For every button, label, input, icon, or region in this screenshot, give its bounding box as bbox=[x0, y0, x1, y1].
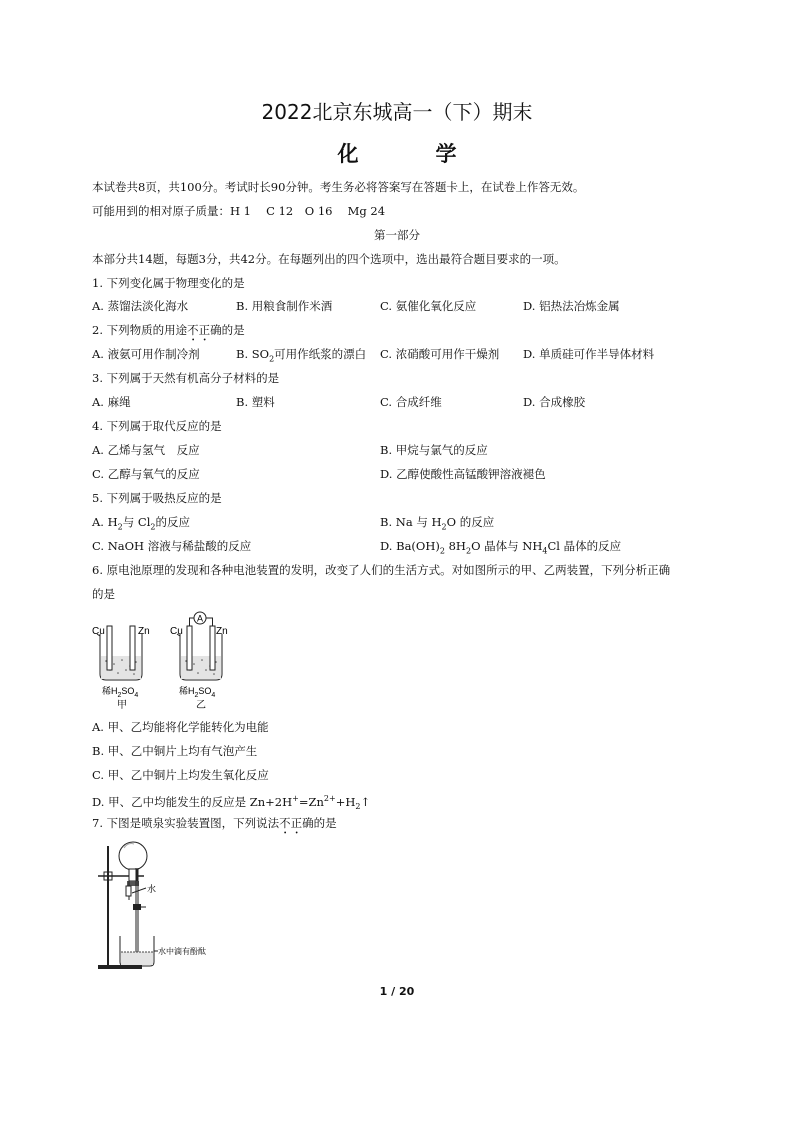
q4-option-d: D. 乙醇使酸性高锰酸钾溶液褪色 bbox=[380, 467, 546, 481]
question-6-stem: 6. 原电池原理的发现和各种电池装置的发明，改变了人们的生活方式。对如图所示的甲、乙两装置，下列分析正确 bbox=[92, 563, 671, 577]
part-description: 本部分共14题，每题3分，共42分。在每题列出的四个选项中，选出最符合题目要求的一项。 bbox=[92, 252, 566, 266]
q2-b-tail: 可用作纸浆的漂白 bbox=[274, 347, 367, 361]
ammeter-label: A bbox=[197, 613, 204, 624]
intro-instructions: 本试卷共8页，共100分。考试时长90分钟。考生务必将答案写在答题卡上，在试卷上作答无效。 bbox=[92, 180, 585, 194]
sol-yi-sub4: 4 bbox=[211, 692, 216, 699]
q1-option-d: D. 铝热法冶炼金属 bbox=[523, 299, 620, 313]
round-flask bbox=[119, 842, 147, 870]
q4-option-c: C. 乙醇与氧气的反应 bbox=[92, 467, 200, 481]
atomic-masses: 可能用到的相对原子质量：H 1 C 12 O 16 Mg 24 bbox=[92, 204, 386, 218]
part-title: 第一部分 bbox=[374, 228, 420, 242]
subject-title: 化 学 bbox=[337, 142, 485, 166]
q2-option-c: C. 浓硝酸可用作干燥剂 bbox=[380, 347, 500, 361]
q4-option-b: B. 甲烷与氯气的反应 bbox=[380, 443, 488, 457]
q5-d-text: D. Ba(OH) bbox=[380, 539, 440, 553]
q7-emphasis: 不正 bbox=[279, 816, 303, 830]
q5-a-tail: 的反应 bbox=[155, 515, 190, 529]
q5-b-text: B. Na 与 H bbox=[380, 515, 442, 529]
fountain-experiment-figure bbox=[94, 838, 244, 972]
label-jia: 甲 bbox=[117, 700, 127, 711]
q6-d-mid: =Zn bbox=[298, 794, 324, 809]
question-2-stem bbox=[92, 323, 245, 344]
zn-electrode-yi bbox=[210, 626, 215, 670]
q6-d-sub: 2 bbox=[355, 802, 361, 812]
q5-option-c: C. NaOH 溶液与稀盐酸的反应 bbox=[92, 539, 252, 553]
question-3-stem: 3. 下列属于天然有机高分子材料的是 bbox=[92, 371, 280, 385]
q5-option-a bbox=[92, 515, 190, 534]
q2-option-d: D. 单质硅可作半导体材料 bbox=[523, 347, 655, 361]
sol-jia-mid: SO bbox=[121, 686, 135, 696]
sol-jia-sub2: 2 bbox=[117, 692, 122, 699]
q6-d-text: D. 甲、乙中均能发生的反应是 Zn+2H bbox=[92, 794, 293, 809]
q6-d-tail: ↑ bbox=[360, 794, 371, 809]
sol-jia-pre: 稀H bbox=[102, 686, 118, 696]
label-cu-jia: Cu bbox=[92, 626, 105, 637]
q1-option-a: A. 蒸馏法淡化海水 bbox=[92, 299, 189, 313]
q5-a-sub2: 2 bbox=[150, 522, 156, 532]
q3-option-c: C. 合成纤维 bbox=[380, 395, 442, 409]
page-number: 1 / 20 bbox=[379, 985, 415, 998]
q3-option-a: A. 麻绳 bbox=[92, 395, 131, 409]
q2-b-sub: 2 bbox=[269, 354, 275, 364]
q1-option-c: C. 氨催化氧化反应 bbox=[380, 299, 477, 313]
q6-d-sup2: 2+ bbox=[323, 794, 336, 803]
label-cu-yi: Cu bbox=[170, 626, 183, 637]
q5-d-tail: Cl 晶体的反应 bbox=[547, 539, 622, 553]
q5-b-tail: O 的反应 bbox=[446, 515, 495, 529]
q5-option-d bbox=[380, 539, 621, 558]
question-6-stem-cont: 的是 bbox=[92, 587, 115, 601]
q6-option-b: B. 甲、乙中铜片上均有气泡产生 bbox=[92, 744, 258, 758]
q5-d-sub2: 2 bbox=[465, 546, 472, 556]
q7-stem-tail: 确的是 bbox=[302, 816, 337, 830]
q6-d-sup1: + bbox=[292, 794, 299, 803]
q3-option-b: B. 塑料 bbox=[236, 395, 275, 409]
cu-electrode-yi bbox=[187, 626, 192, 670]
q6-option-d bbox=[92, 792, 370, 814]
sol-yi-pre: 稀H bbox=[179, 686, 195, 696]
label-zn-yi: Zn bbox=[216, 626, 228, 637]
q5-d-sub3: 4 bbox=[542, 546, 548, 556]
q2-stem-tail: 确的是 bbox=[210, 323, 245, 337]
question-4-stem: 4. 下列属于取代反应的是 bbox=[92, 419, 222, 433]
q6-d-mid2: +H bbox=[335, 794, 356, 809]
sol-yi-sub2: 2 bbox=[194, 692, 199, 699]
q5-a-mid: 与 Cl bbox=[122, 515, 151, 529]
sol-jia-sub4: 4 bbox=[134, 692, 139, 699]
q5-a-text: A. H bbox=[92, 515, 118, 529]
q5-d-mid2: O 晶体与 NH bbox=[471, 539, 543, 553]
q6-option-c: C. 甲、乙中铜片上均发生氧化反应 bbox=[92, 768, 269, 782]
q4-option-a: A. 乙烯与氢气 反应 bbox=[92, 443, 200, 457]
q3-option-d: D. 合成橡胶 bbox=[523, 395, 586, 409]
exam-title: 2022北京东城高一（下）期末 bbox=[261, 100, 533, 124]
q7-stem-text: 7. 下图是喷泉实验装置图，下列说法 bbox=[92, 816, 280, 830]
question-7-stem bbox=[92, 816, 337, 837]
q5-b-sub: 2 bbox=[441, 522, 447, 532]
zn-electrode-jia bbox=[130, 626, 135, 670]
q2-option-a: A. 液氨可用作制冷剂 bbox=[92, 347, 200, 361]
beaker-label: 水中滴有酚酞 bbox=[158, 947, 206, 956]
label-solution-yi bbox=[179, 685, 215, 699]
q5-option-b bbox=[380, 515, 494, 534]
q2-emphasis: 不正 bbox=[187, 323, 211, 337]
water-label: 水 bbox=[147, 884, 157, 894]
label-zn-jia: Zn bbox=[138, 626, 150, 637]
label-solution-jia bbox=[102, 685, 138, 699]
cu-electrode-jia bbox=[107, 626, 112, 670]
q1-option-b: B. 用粮食制作米酒 bbox=[236, 299, 333, 313]
q2-option-b bbox=[236, 347, 366, 366]
dropper bbox=[126, 886, 131, 896]
q2-stem-text: 2. 下列物质的用途 bbox=[92, 323, 188, 337]
label-yi: 乙 bbox=[196, 700, 206, 711]
q5-d-mid: 8H bbox=[444, 539, 466, 553]
galvanic-cell-figure bbox=[88, 608, 248, 712]
q2-b-text: B. SO bbox=[236, 347, 270, 361]
question-5-stem: 5. 下列属于吸热反应的是 bbox=[92, 491, 222, 505]
q5-a-sub1: 2 bbox=[117, 522, 123, 532]
q5-d-sub1: 2 bbox=[439, 546, 445, 556]
question-1-stem: 1. 下列变化属于物理变化的是 bbox=[92, 276, 245, 290]
q6-option-a: A. 甲、乙均能将化学能转化为电能 bbox=[92, 720, 269, 734]
sol-yi-mid: SO bbox=[198, 686, 212, 696]
